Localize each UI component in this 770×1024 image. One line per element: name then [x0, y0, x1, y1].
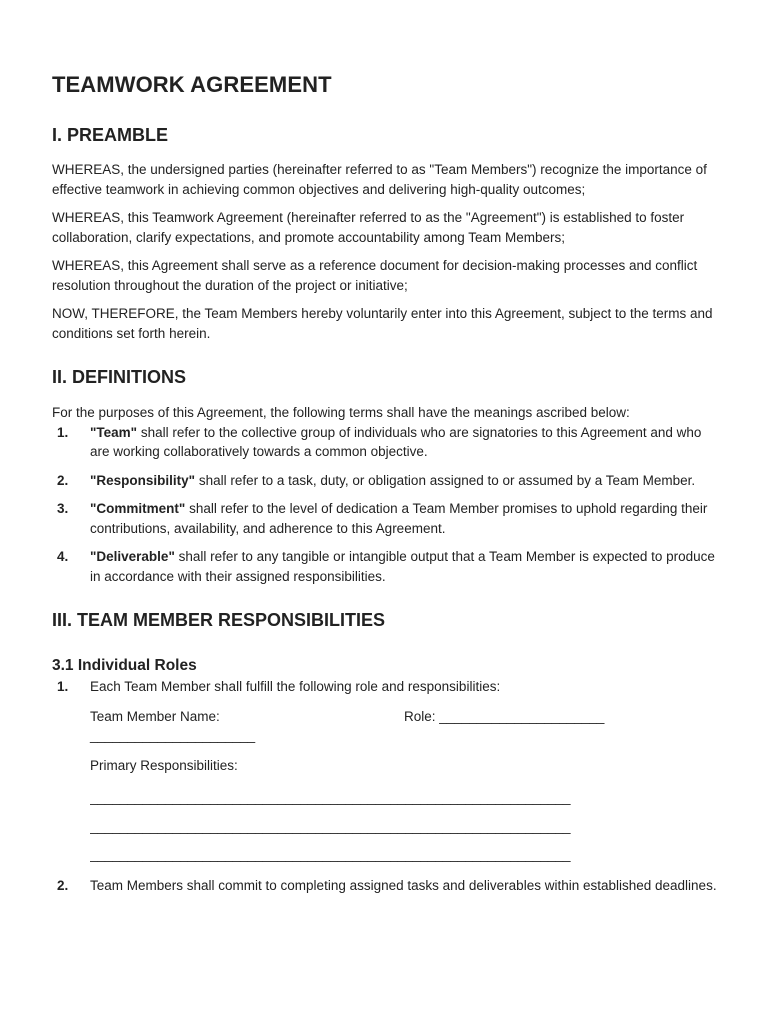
preamble-paragraph: NOW, THEREFORE, the Team Members hereby voluntarily enter into this Agreement, subject to the terms and conditions set forth herein.	[52, 306, 713, 341]
definition-text: shall refer to the level of dedication a Team Member promises to uphold regarding their contributions, availability, and adherence to this Agreement.	[90, 501, 708, 536]
role-item	[52, 876, 722, 896]
definition-number: 3.	[57, 501, 69, 516]
preamble-paragraph: WHEREAS, the undersigned parties (hereinafter referred to as "Team Members") recognize the importance of effective teamwork in achieving common objectives and delivering high-quality outcomes;	[52, 162, 707, 197]
role-item	[52, 677, 722, 865]
definitions-list	[52, 423, 722, 587]
definitions-heading: II. DEFINITIONS	[52, 367, 187, 387]
role-item-number: 1.	[57, 679, 69, 694]
definition-term: "Deliverable"	[90, 549, 175, 564]
individual-roles-heading: 3.1 Individual Roles	[52, 657, 197, 674]
primary-responsibilities-field[interactable]: ________________________________________________________________	[90, 847, 571, 862]
roles-list	[52, 677, 722, 895]
primary-responsibilities-field[interactable]: ________________________________________________________________	[90, 818, 571, 834]
definition-item	[52, 547, 722, 586]
preamble-paragraph: WHEREAS, this Agreement shall serve as a reference document for decision-making processes and conflict resolution throughout the duration of the project or initiative;	[52, 258, 698, 293]
definition-text: shall refer to the collective group of individuals who are signatories to this Agreement and who are working collaboratively towards a common objective.	[90, 424, 702, 459]
definitions-intro: For the purposes of this Agreement, the following terms shall have the meanings ascribed below:	[52, 405, 630, 420]
team-member-name-field[interactable]: ______________________	[90, 728, 256, 743]
definition-text: shall refer to any tangible or intangible output that a Team Member is expected to produce in accordance with their assigned responsibilities.	[90, 549, 715, 584]
definition-term: "Team"	[90, 424, 138, 440]
document-page	[52, 70, 722, 895]
definition-number: 2.	[57, 472, 69, 488]
definition-item	[52, 499, 722, 538]
definition-term: "Commitment"	[90, 501, 186, 516]
definition-text: shall refer to a task, duty, or obligation assigned to or assumed by a Team Member.	[195, 472, 696, 488]
definition-term: "Responsibility"	[90, 472, 196, 488]
responsibilities-heading: III. TEAM MEMBER RESPONSIBILITIES	[52, 610, 386, 630]
primary-responsibilities-field[interactable]: ________________________________________________________________	[90, 790, 571, 805]
primary-responsibilities-label: Primary Responsibilities:	[90, 757, 238, 773]
definition-number: 4.	[57, 549, 69, 564]
team-member-name-label: Team Member Name:	[90, 708, 220, 724]
preamble-paragraph: WHEREAS, this Teamwork Agreement (hereinafter referred to as the "Agreement") is established to foster collaboration, clarify expectations, and promote accountability among Team Members;	[52, 210, 685, 245]
role-item-text: Each Team Member shall fulfill the following role and responsibilities:	[90, 679, 501, 694]
document-title: TEAMWORK AGREEMENT	[52, 72, 332, 97]
preamble-heading: I. PREAMBLE	[52, 125, 169, 145]
definition-number: 1.	[57, 424, 69, 440]
role-item-number: 2.	[57, 877, 69, 893]
role-item-text: Team Members shall commit to completing assigned tasks and deliverables within established deadlines.	[90, 877, 717, 893]
role-field[interactable]: Role: ______________________	[404, 708, 605, 724]
definition-item	[52, 423, 722, 462]
name-role-row	[90, 707, 722, 727]
definition-item	[52, 471, 722, 491]
